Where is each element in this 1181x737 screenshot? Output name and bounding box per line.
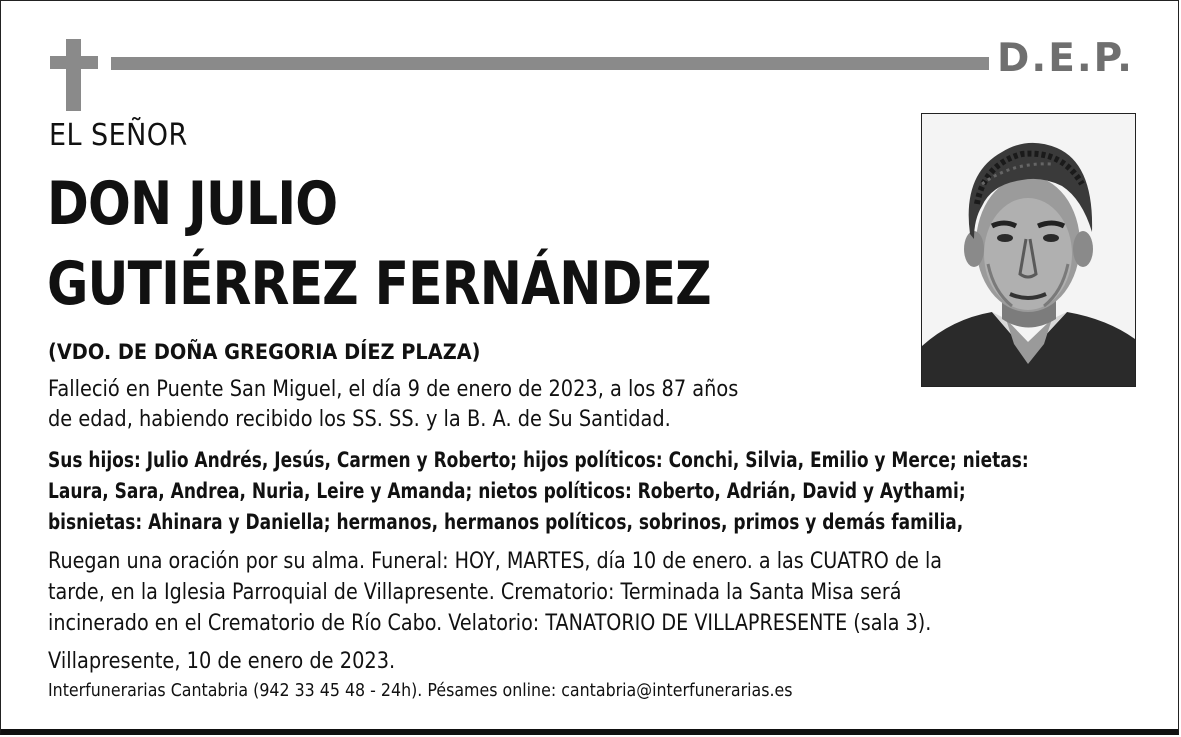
- portrait-photo: [921, 113, 1136, 387]
- family-list: [48, 445, 1029, 538]
- family-line: bisnietas: Ahinara y Daniella; hermanos, hermanos políticos, sobrinos, primos y demás familia,: [48, 510, 964, 534]
- portrait-photo-icon: [922, 114, 1135, 386]
- death-notice: [48, 375, 738, 435]
- funeral-details: [48, 546, 942, 639]
- family-line: Sus hijos: Julio Andrés, Jesús, Carmen y Roberto; hijos políticos: Conchi, Silvia, Emilio y Merce; nietas:: [48, 448, 1029, 472]
- funeral-line: incinerado en el Crematorio de Río Cabo. Velatorio: TANATORIO DE VILLAPRESENTE (sala 3).: [48, 611, 932, 636]
- funeral-line: Ruegan una oración por su alma. Funeral: HOY, MARTES, día 10 de enero. a las CUATRO de la: [48, 549, 943, 574]
- honorific: EL SEÑOR: [49, 118, 188, 153]
- death-notice-line: Falleció en Puente San Miguel, el día 9 de enero de 2023, a los 87 años: [48, 377, 739, 402]
- header-rule: [111, 57, 989, 70]
- dep-label: D.E.P.: [997, 36, 1134, 81]
- place-date: Villapresente, 10 de enero de 2023.: [48, 649, 396, 674]
- family-line: Laura, Sara, Andrea, Nuria, Leire y Amanda; nietos políticos: Roberto, Adrián, David y Aythami;: [48, 479, 966, 503]
- widower-note: (VDO. DE DOÑA GREGORIA DÍEZ PLAZA): [48, 340, 481, 364]
- footer-contact: Interfunerarias Cantabria (942 33 45 48 - 24h). Pésames online: cantabria@interfunerarias.es: [48, 680, 793, 701]
- deceased-name-line2: GUTIÉRREZ FERNÁNDEZ: [47, 249, 711, 319]
- funeral-line: tarde, en la Iglesia Parroquial de Villapresente. Crematorio: Terminada la Santa Misa será: [48, 580, 902, 605]
- latin-cross-icon: [50, 39, 98, 111]
- death-notice-line: de edad, habiendo recibido los SS. SS. y la B. A. de Su Santidad.: [48, 407, 671, 432]
- deceased-name-line1: DON JULIO: [47, 169, 338, 239]
